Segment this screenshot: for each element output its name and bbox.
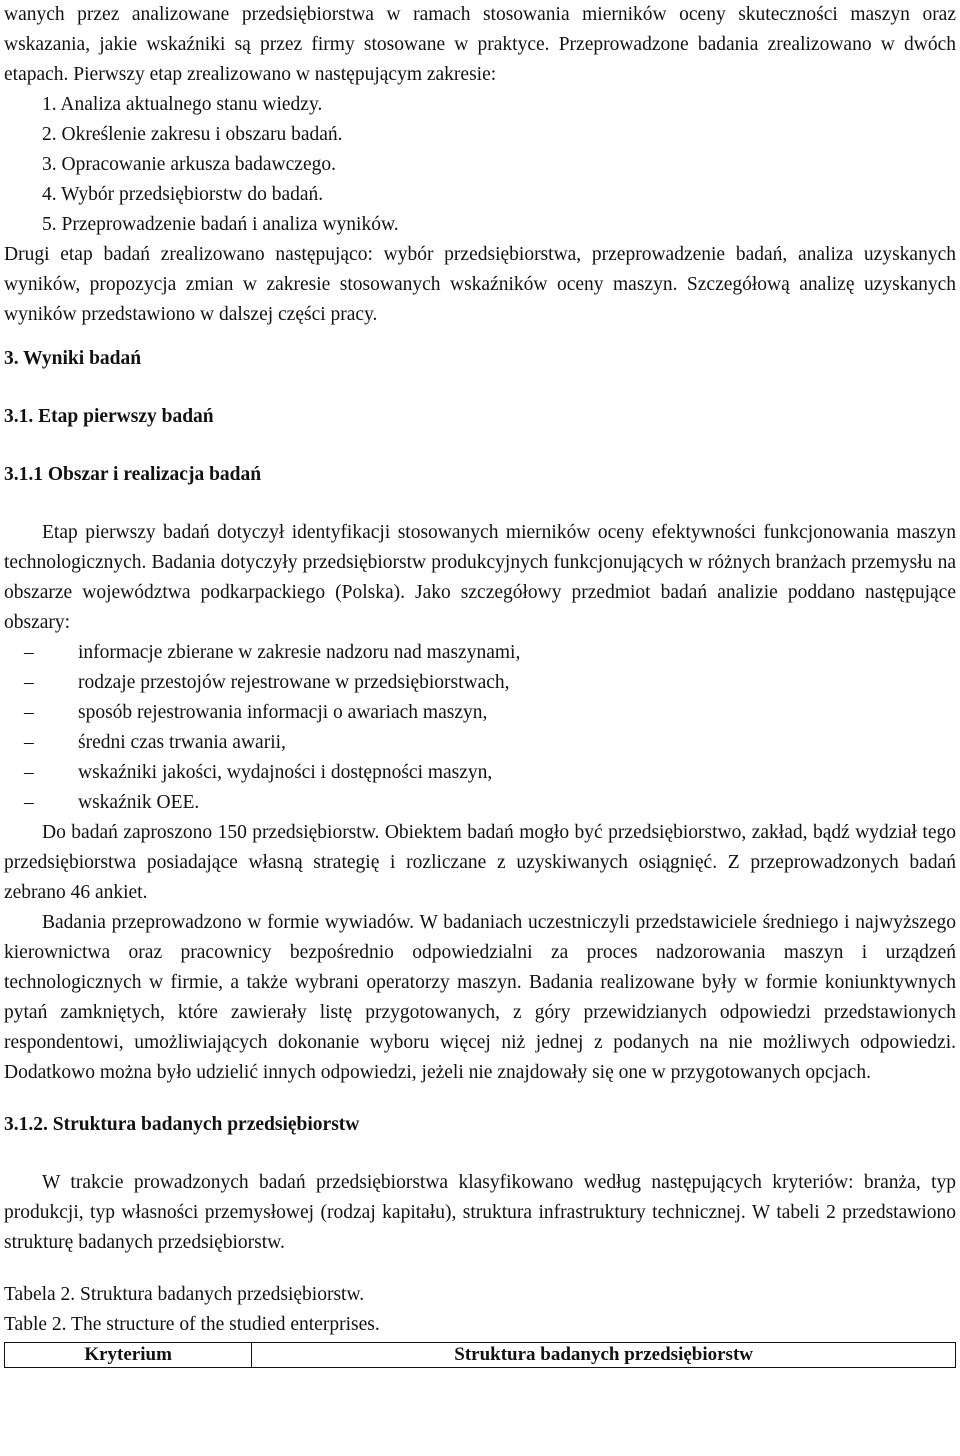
section-311-paragraph-3: Badania przeprowadzono w formie wywiadów. W badaniach uczestniczyli przedstawiciele średniego i najwyższego kierownictwa oraz pracownicy bezpośrednio odpowiedzialni za proces nadzorowania maszyn i urządzeń technologicznych w firmie, a także wybrani operatorzy maszyn. Badania realizowane były w formie koniunktywnych pytań zamkniętych, które zawierały listę przygotowanych, z góry przewidzianych odpowiedzi przedstawionych respondentowi, umożliwiających dokonanie wyboru więcej niż jednej z podanych na nie możliwych odpowiedzi. Dodatkowo można było udzielić innych odpowiedzi, jeżeli nie znajdowały się one w przygotowanych opcjach. [4,912,956,1083]
table-header-structure: Struktura badanych przedsiębiorstw [252,1343,956,1368]
list-item: – wskaźnik OEE. [4,788,956,818]
list-item: – sposób rejestrowania informacji o awariach maszyn, [4,698,956,728]
stage-one-steps [4,90,956,240]
section-heading-3-1-1: 3.1.1 Obszar i realizacja badań [4,464,262,485]
list-item: – średni czas trwania awarii, [4,728,956,758]
stage-two-paragraph: Drugi etap badań zrealizowano następująco: wybór przedsiębiorstwa, przeprowadzenie badań, analiza uzyskanych wyników, propozycja zmian w zakresie stosowanych wskaźników oceny maszyn. Szczegółową analizę uzyskanych wyników przedstawiono w dalszej części pracy. [4,244,956,325]
dash-marker: – [24,702,34,723]
table-header-row [5,1343,956,1368]
step-item: 1. Analiza aktualnego stanu wiedzy. [42,94,323,115]
list-item: – rodzaje przestojów rejestrowane w przedsiębiorstwach, [4,668,956,698]
section-311-paragraph-1: Etap pierwszy badań dotyczył identyfikacji stosowanych mierników oceny efektywności funkcjonowania maszyn technologicznych. Badania dotyczyły przedsiębiorstw produkcyjnych funkcjonujących w różnych branżach przemysłu na obszarze województwa podkarpackiego (Polska). Jako szczegółowy przedmiot badań analizie poddano następujące obszary: [4,522,956,633]
step-item: 4. Wybór przedsiębiorstw do badań. [42,184,324,205]
table-header-criterion: Kryterium [5,1343,252,1368]
step-item: 5. Przeprowadzenie badań i analiza wyników. [42,214,399,235]
dash-marker: – [24,762,34,783]
dash-marker: – [24,732,34,753]
dash-marker: – [24,672,34,693]
list-item: – informacje zbierane w zakresie nadzoru nad maszynami, [4,638,956,668]
dash-marker: – [24,642,34,663]
section-heading-3-1: 3.1. Etap pierwszy badań [4,406,214,427]
enterprise-structure-table [4,1342,956,1368]
table-caption-en: Table 2. The structure of the studied enterprises. [4,1314,380,1335]
step-item: 2. Określenie zakresu i obszaru badań. [42,124,343,145]
dash-marker: – [24,792,34,813]
section-312-paragraph: W trakcie prowadzonych badań przedsiębiorstwa klasyfikowano według następujących kryteriów: branża, typ produkcji, typ własności przemysłowej (rodzaj kapitału), struktura infrastruktury technicznej. W tabeli 2 przedstawiono strukturę badanych przedsiębiorstw. [4,1172,956,1253]
document-page [4,0,956,1368]
section-heading-3-1-2: 3.1.2. Struktura badanych przedsiębiorstw [4,1114,360,1135]
step-item: 3. Opracowanie arkusza badawczego. [42,154,336,175]
section-heading-3: 3. Wyniki badań [4,348,142,369]
research-areas-list [4,638,956,818]
intro-paragraph: wanych przez analizowane przedsiębiorstwa w ramach stosowania mierników oceny skuteczności maszyn oraz wskazania, jakie wskaźniki są przez firmy stosowane w praktyce. Przeprowadzone badania zrealizowano w dwóch etapach. Pierwszy etap zrealizowano w następującym zakresie: [4,4,956,85]
list-item: – wskaźniki jakości, wydajności i dostępności maszyn, [4,758,956,788]
section-311-paragraph-2: Do badań zaproszono 150 przedsiębiorstw. Obiektem badań mogło być przedsiębiorstwo, zakład, bądź wydział tego przedsiębiorstwa posiadające własną strategię i rozliczane z uzyskiwanych osiągnięć. Z przeprowadzonych badań zebrano 46 ankiet. [4,822,956,903]
table-caption-pl: Tabela 2. Struktura badanych przedsiębiorstw. [4,1284,365,1305]
